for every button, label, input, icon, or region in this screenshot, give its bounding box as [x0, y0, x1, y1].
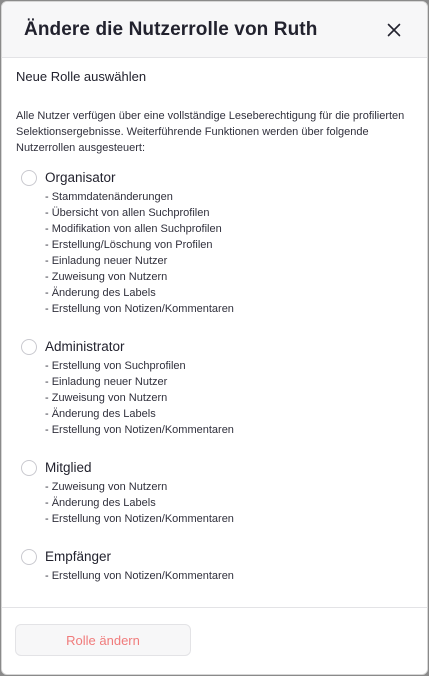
permission-item: - Änderung des Labels: [45, 408, 156, 420]
close-button[interactable]: [383, 19, 405, 41]
role-option-administrator[interactable]: [16, 338, 427, 438]
permission-item: - Erstellung von Notizen/Kommentaren: [45, 424, 234, 436]
role-option-organisator[interactable]: [16, 169, 427, 317]
radio-administrator[interactable]: [21, 339, 37, 355]
permission-item: - Änderung des Labels: [45, 287, 156, 299]
role-name: Mitglied: [45, 460, 92, 475]
permission-item: - Erstellung von Suchprofilen: [45, 360, 186, 372]
role-description: Alle Nutzer verfügen über eine vollständige Leseberechtigung für die profilierten Selektionsergebnisse. Weiterführende Funktionen werden über folgende Nutzerrollen ausgesteuert:: [16, 110, 405, 154]
permission-item: - Stammdatenänderungen: [45, 191, 173, 203]
change-role-dialog: [1, 1, 428, 675]
role-name: Empfänger: [45, 549, 112, 564]
radio-empfaenger[interactable]: [21, 549, 37, 565]
permission-item: - Zuweisung von Nutzern: [45, 271, 168, 283]
permission-item: - Erstellung von Notizen/Kommentaren: [45, 513, 234, 525]
permission-item: - Erstellung/Löschung von Profilen: [45, 239, 213, 251]
dialog-footer: [2, 607, 427, 674]
permission-item: - Einladung neuer Nutzer: [45, 255, 168, 267]
close-icon: [387, 23, 401, 37]
change-role-button[interactable]: Rolle ändern: [15, 624, 191, 656]
permission-item: - Zuweisung von Nutzern: [45, 392, 168, 404]
dialog-header: [2, 2, 427, 58]
permission-item: - Modifikation von allen Suchprofilen: [45, 223, 222, 235]
permission-item: - Übersicht von allen Suchprofilen: [45, 207, 210, 219]
role-name: Organisator: [45, 170, 116, 185]
role-option-empfaenger[interactable]: [16, 548, 427, 584]
role-option-mitglied[interactable]: [16, 459, 427, 527]
permission-item: - Erstellung von Notizen/Kommentaren: [45, 570, 234, 582]
permission-item: - Erstellung von Notizen/Kommentaren: [45, 303, 234, 315]
permission-item: - Zuweisung von Nutzern: [45, 481, 168, 493]
radio-mitglied[interactable]: [21, 460, 37, 476]
role-name: Administrator: [45, 339, 125, 354]
dialog-title: Ändere die Nutzerrolle von Ruth: [24, 18, 318, 40]
radio-organisator[interactable]: [21, 170, 37, 186]
permission-item: - Einladung neuer Nutzer: [45, 376, 168, 388]
dialog-body: [2, 58, 427, 584]
permission-item: - Änderung des Labels: [45, 497, 156, 509]
section-label: Neue Rolle auswählen: [16, 69, 147, 84]
